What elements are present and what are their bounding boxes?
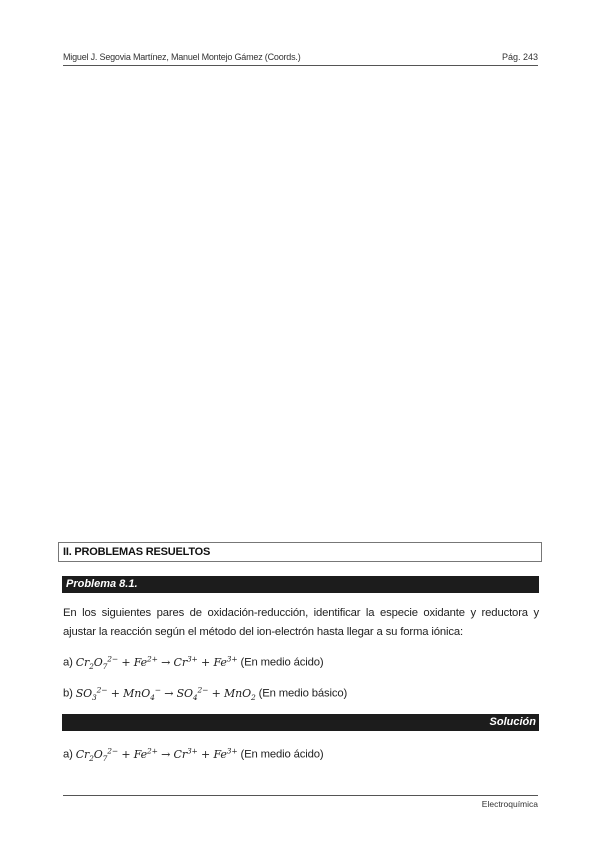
footer-text: Electroquímica: [481, 799, 538, 809]
equation-a-label: a): [63, 656, 73, 669]
equation-a: [63, 654, 323, 671]
solution-equation-a-formula: $Cr_2O_7^{2-} + Fe^{2+} \to Cr^{3+} + Fe^{3+}$: [75, 746, 238, 763]
equation-b: [63, 685, 347, 702]
page-number: Pág. 243: [501, 52, 538, 62]
solution-equation-a-label: a): [63, 748, 73, 761]
equation-b-label: b): [63, 687, 73, 700]
equation-b-formula: $SO_3^{2-} + MnO_4^- \to SO_4^{2-} + MnO_2$: [75, 685, 256, 702]
header-authors: Miguel J. Segovia Martínez, Manuel Montejo Gámez (Coords.): [63, 52, 301, 62]
equation-b-condition: (En medio básico): [258, 687, 348, 700]
problem-statement: En los siguientes pares de oxidación-reducción, identificar la especie oxidante y reductora y ajustar la reacción según el método del ion-electrón hasta llegar a su forma iónica:: [63, 607, 539, 638]
solution-equation-a-condition: (En medio ácido): [240, 748, 324, 761]
header-divider: [63, 65, 538, 66]
solution-title-bar: [62, 714, 539, 731]
solution-equation-a: [63, 746, 323, 763]
solution-title: Solución: [489, 716, 536, 728]
footer-divider: [63, 795, 538, 796]
problem-title-bar: [62, 576, 539, 593]
equation-a-condition: (En medio ácido): [240, 656, 324, 669]
equation-a-formula: $Cr_2O_7^{2-} + Fe^{2+} \to Cr^{3+} + Fe^{3+}$: [75, 654, 238, 671]
problem-title: Problema 8.1.: [66, 578, 138, 590]
section-heading: II. PROBLEMAS RESUELTOS: [58, 542, 542, 562]
